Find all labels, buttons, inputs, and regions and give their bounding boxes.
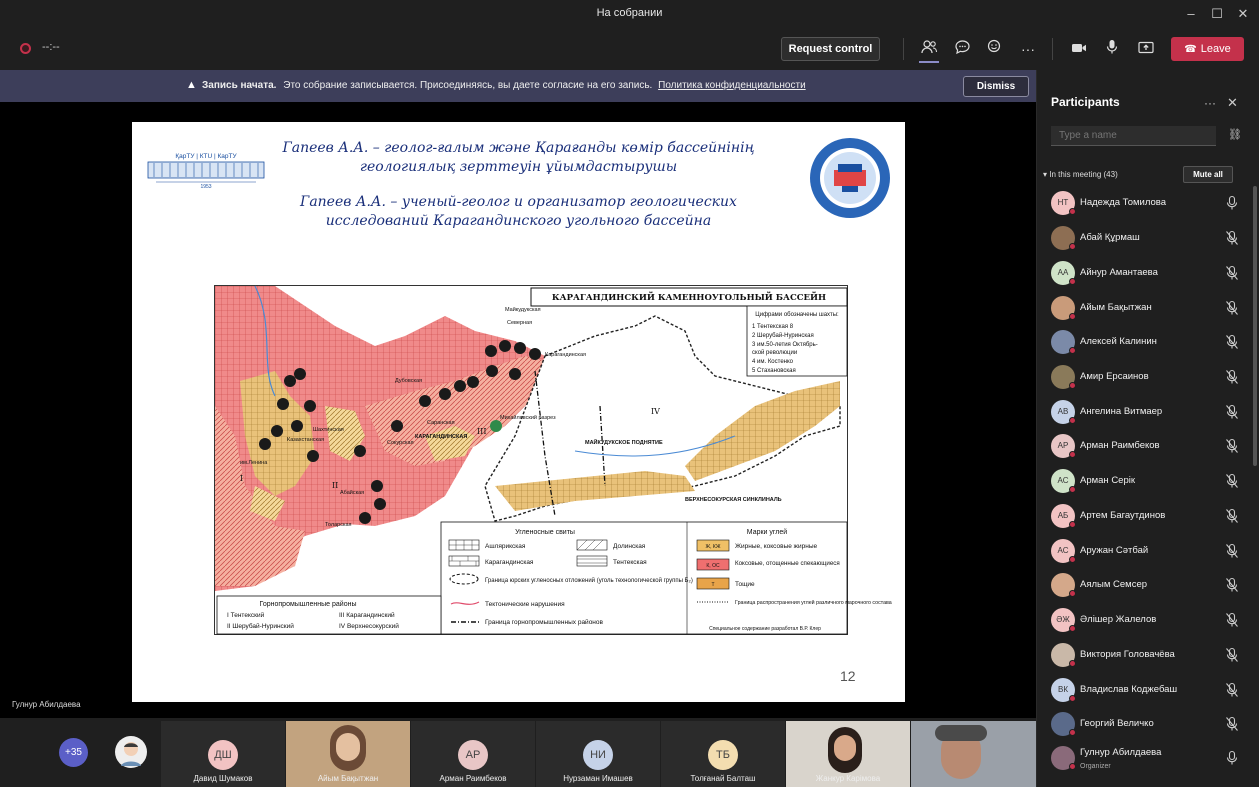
participant-avatar: АВ [1051,400,1075,424]
legend-coal-item: Карагандинская [485,559,534,566]
participants-icon[interactable] [916,37,942,61]
participant-name: Аружан Сәтбай [1080,545,1149,556]
presence-status-icon [1069,347,1076,354]
microphone-muted-icon[interactable] [1225,438,1239,454]
tile-avatar: НИ [583,740,613,770]
request-control-button[interactable]: Request control [781,37,880,61]
close-window-icon[interactable]: ✕ [1237,6,1249,21]
participant-row[interactable] [1037,534,1249,568]
map-district-label: IV [651,407,660,416]
legend-border-item: Граница горнопромышленных районов [485,619,603,626]
presence-status-icon [1069,590,1076,597]
microphone-muted-icon[interactable] [1225,682,1239,698]
microphone-icon[interactable] [1099,37,1125,61]
meeting-timer: --:-- [42,41,60,53]
presentation-slide [132,122,905,702]
participant-name: Виктория Головачёва [1080,649,1175,660]
more-participants-badge[interactable]: +35 [59,738,88,767]
presence-status-icon [1069,208,1076,215]
participant-avatar: ВК [1051,678,1075,702]
legend-grade-code: К, ОС [706,563,720,569]
participant-row[interactable] [1037,603,1249,637]
presence-status-icon [1069,486,1076,493]
participant-name: Ангелина Витмаер [1080,406,1163,417]
map-label: МАЙКУДУКСКОЕ ПОДНЯТИЕ [585,440,663,446]
slide-heading-ru-line2: исследований Карагандинского угольного бассейна [325,213,712,229]
map-label: Майкудукская [505,307,541,313]
map-label: ВЕРХНЕСОКУРСКАЯ СИНКЛИНАЛЬ [685,497,782,503]
map-title: КАРАГАНДИНСКИЙ КАМЕННОУГОЛЬНЫЙ БАССЕЙН [551,293,827,303]
panel-title: Participants [1051,95,1120,109]
map-mine-5: 5 Стахановская [752,368,796,374]
participant-row[interactable] [1037,464,1249,498]
map-label: Саранская [427,420,455,426]
video-tile[interactable] [661,721,785,787]
participant-row[interactable] [1037,429,1249,463]
district-item: II Шерубай-Нуринский [227,623,294,630]
participant-avatar: ӘЖ [1051,608,1075,632]
tile-name: Айым Бақытжан [317,774,379,783]
video-tile[interactable] [536,721,660,787]
video-tile[interactable] [286,721,410,787]
maximize-icon[interactable]: ☐ [1211,6,1223,21]
map-district-label: II [332,481,339,490]
microphone-muted-icon[interactable] [1225,508,1239,524]
presence-status-icon [1069,243,1076,250]
participant-row[interactable] [1037,221,1249,255]
phone-hangup-icon: ☎ [1184,44,1197,55]
microphone-muted-icon[interactable] [1225,369,1239,385]
microphone-muted-icon[interactable] [1225,716,1239,732]
participant-name: Владислав Коджебаш [1080,684,1178,695]
presence-status-icon [1069,660,1076,667]
video-strip [0,718,1036,787]
video-tile[interactable] [911,721,1036,787]
geological-map-drawing [215,286,892,636]
map-label: Шахтинская [313,427,344,433]
participant-row[interactable] [1037,499,1249,533]
microphone-icon[interactable] [1225,195,1239,211]
participant-name: Айым Бақытжан [1080,302,1152,313]
participant-avatar: АС [1051,539,1075,563]
university-logo-year: 1953 [200,184,212,190]
participant-row[interactable] [1037,395,1249,429]
tile-name: Арман Раимбеков [439,774,507,783]
participant-name: Алексей Калинин [1080,336,1157,347]
participant-avatar: АС [1051,469,1075,493]
map-label: Карагандинская [545,352,586,358]
presence-status-icon [1069,763,1076,770]
shared-screen-stage [0,102,1036,718]
chat-icon[interactable] [949,37,975,61]
map-district-label: I [240,474,244,483]
participant-row[interactable] [1037,673,1249,707]
participant-avatar: НТ [1051,191,1075,215]
meeting-toolbar [0,28,1259,70]
participant-name: Георгий Величко [1080,718,1154,729]
microphone-muted-icon[interactable] [1225,334,1239,350]
slide-heading-kz-line1: Гапеев А.А. – геолог-ғалым және Қарағанды көмір бассейнінің [282,140,755,156]
more-actions-icon[interactable]: ··· [1021,41,1035,57]
district-item: IV Верхнесокурский [339,623,399,630]
toolbar-divider [1052,38,1053,60]
in-meeting-section-header[interactable]: ▾ In this meeting (43) [1043,170,1118,179]
tile-name: Толғанай Балташ [690,774,756,783]
microphone-muted-icon[interactable] [1225,577,1239,593]
map-mine-1: 1 Тентекская 8 [752,324,794,330]
slide-heading-kz-line2: геологиялық зерттеуін ұйымдастырушы [359,159,678,175]
participants-panel [1036,70,1259,787]
self-avatar[interactable] [115,736,147,768]
legend-grade-code: Т [711,582,715,588]
map-mines-header: Цифрами обозначены шахты: [755,312,839,318]
microphone-muted-icon[interactable] [1225,647,1239,663]
presence-status-icon [1069,278,1076,285]
district-item: I Тентекский [227,612,265,619]
participant-name: Амир Ерсаинов [1080,371,1149,382]
microphone-muted-icon[interactable] [1225,300,1239,316]
minimize-icon[interactable]: – [1187,6,1195,21]
districts-title: Горнопромышленные районы [259,601,357,608]
reactions-icon[interactable] [982,37,1008,61]
video-tile[interactable] [786,721,910,787]
participant-row[interactable] [1037,638,1249,672]
legend-spread: Граница распространения углей различного марочного состава [735,600,892,606]
map-label: Дубовская [395,378,423,384]
map-label: им.Ленина [240,460,268,466]
presence-status-icon [1069,556,1076,563]
participant-name: Артем Багаутдинов [1080,510,1166,521]
participant-name: Әлішер Жалелов [1080,614,1157,625]
participant-name: Айнур Амантаева [1080,267,1158,278]
presence-status-icon [1069,313,1076,320]
panel-more-icon[interactable]: ··· [1204,96,1216,110]
share-screen-icon[interactable] [1133,37,1159,61]
presence-status-icon [1069,382,1076,389]
map-label: Толарская [325,522,352,528]
legend-border-item: Граница юрских угленосных отложений (уголь технологической группы Б₂) [485,578,693,584]
legend-grade-label: Коксовые, отощенные спекающиеся [735,560,840,567]
tile-avatar: АР [458,740,488,770]
microphone-muted-icon[interactable] [1225,612,1239,628]
toolbar-divider [903,38,904,60]
legend-coal-item: Ашлярикская [485,543,526,550]
tile-avatar: ДШ [208,740,238,770]
participant-row[interactable] [1037,741,1249,775]
leave-button[interactable] [1171,37,1244,61]
map-label: Северная [507,320,533,326]
video-tile[interactable] [161,721,285,787]
map-mine-2: 2 Шерубай-Нуринская [752,333,814,339]
tile-name: Жанкур Карімова [815,774,881,783]
presence-status-icon [1069,729,1076,736]
participant-row[interactable] [1037,325,1249,359]
presence-status-icon [1069,451,1076,458]
participant-avatar: АБ [1051,504,1075,528]
recording-icon [20,43,31,54]
participant-avatar: АА [1051,261,1075,285]
slide-heading-ru-line1: Гапеев А.А. – ученый-геолог и организатор геологических [300,194,737,210]
slide-page-number: 12 [840,668,856,684]
participant-row[interactable] [1037,707,1249,741]
legend-grade-code: Ж, КЖ [705,544,721,550]
headset-icon [935,725,987,741]
legend-grade-label: Тощие [735,581,755,588]
microphone-muted-icon[interactable] [1225,230,1239,246]
map-label: Абайская [340,490,365,496]
participant-role: Organizer [1080,763,1111,770]
participants-active-indicator [919,61,939,63]
legend-border-item: Тектонические нарушения [485,601,565,608]
participant-row[interactable] [1037,360,1249,394]
map-mine-4: 4 им. Костенко [752,359,794,365]
recording-banner-message: Это собрание записывается. Присоединяясь, вы даете согласие на его запись. [283,80,653,91]
tile-name: Нурзаман Имашев [563,774,633,783]
legend-grades-title: Марки углей [746,529,788,536]
microphone-icon[interactable] [1225,750,1239,766]
participant-row[interactable] [1037,568,1249,602]
map-mine-3b: ской революции [752,350,798,356]
geological-map [214,285,892,635]
legend-coal-item: Долинская [613,543,646,550]
title-bar [0,0,1259,28]
map-credit: Специальное содержание разработал В.Р. Клер [709,626,821,632]
district-item: III Карагандинский [339,612,395,619]
presence-status-icon [1069,625,1076,632]
presence-status-icon [1069,417,1076,424]
participant-name: Гулнур Абилдаева [1080,747,1162,758]
map-district-label: III [477,427,487,436]
participant-name: Абай Құрмаш [1080,232,1140,243]
recording-banner-bold: Запись начата. [202,80,277,91]
participant-search-input[interactable] [1051,126,1216,146]
microphone-muted-icon[interactable] [1225,265,1239,281]
panel-scrollbar[interactable] [1253,186,1257,466]
tile-avatar: ТБ [708,740,738,770]
tile-name: Давид Шумаков [193,774,253,783]
map-label: Сокурская [387,440,414,446]
window-title: На собрании [596,7,663,19]
dismiss-button[interactable]: Dismiss [963,76,1029,97]
video-tile[interactable] [411,721,535,787]
participant-name: Арман Серік [1080,475,1136,486]
map-label: Михайловский разрез [500,415,556,421]
university-logo-text: ҚарТУ | КTU | КарТУ [175,153,237,160]
legend-coal-title: Угленосные свиты [515,529,575,536]
microphone-muted-icon[interactable] [1225,404,1239,420]
participant-row[interactable] [1037,291,1249,325]
in-meeting-section-label: In this meeting (43) [1049,170,1118,179]
panel-close-icon[interactable]: ✕ [1227,95,1238,110]
video-person-face [336,733,360,761]
microphone-muted-icon[interactable] [1225,543,1239,559]
privacy-policy-link[interactable]: Политика конфиденциальности [658,80,806,91]
share-link-icon[interactable]: ⛓ [1228,129,1242,141]
participant-row[interactable] [1037,256,1249,290]
microphone-muted-icon[interactable] [1225,473,1239,489]
leave-button-label: Leave [1200,43,1231,55]
video-person-face [834,735,856,761]
recording-banner-text [202,80,806,91]
participant-name: Арман Раимбеков [1080,440,1160,451]
participant-name: Аялым Семсер [1080,579,1148,590]
warning-icon: ▲ [186,79,197,91]
participant-avatar: АР [1051,434,1075,458]
legend-grade-label: Жирные, коксовые жирные [735,543,818,550]
recording-banner [0,70,1036,102]
participant-name: Надежда Томилова [1080,197,1167,208]
camera-icon[interactable] [1066,37,1092,61]
presenter-name: Гулнур Абилдаева [12,700,81,709]
mute-all-button[interactable]: Mute all [1183,166,1233,183]
presence-status-icon [1069,521,1076,528]
map-label: КАРАГАНДИНСКАЯ [415,434,468,440]
participant-row[interactable] [1037,186,1249,220]
map-label: Казахстанская [287,437,325,443]
presence-status-icon [1069,695,1076,702]
map-mine-3: 3 им.50-летия Октябрь- [752,342,818,348]
legend-coal-item: Тентекская [613,559,647,566]
